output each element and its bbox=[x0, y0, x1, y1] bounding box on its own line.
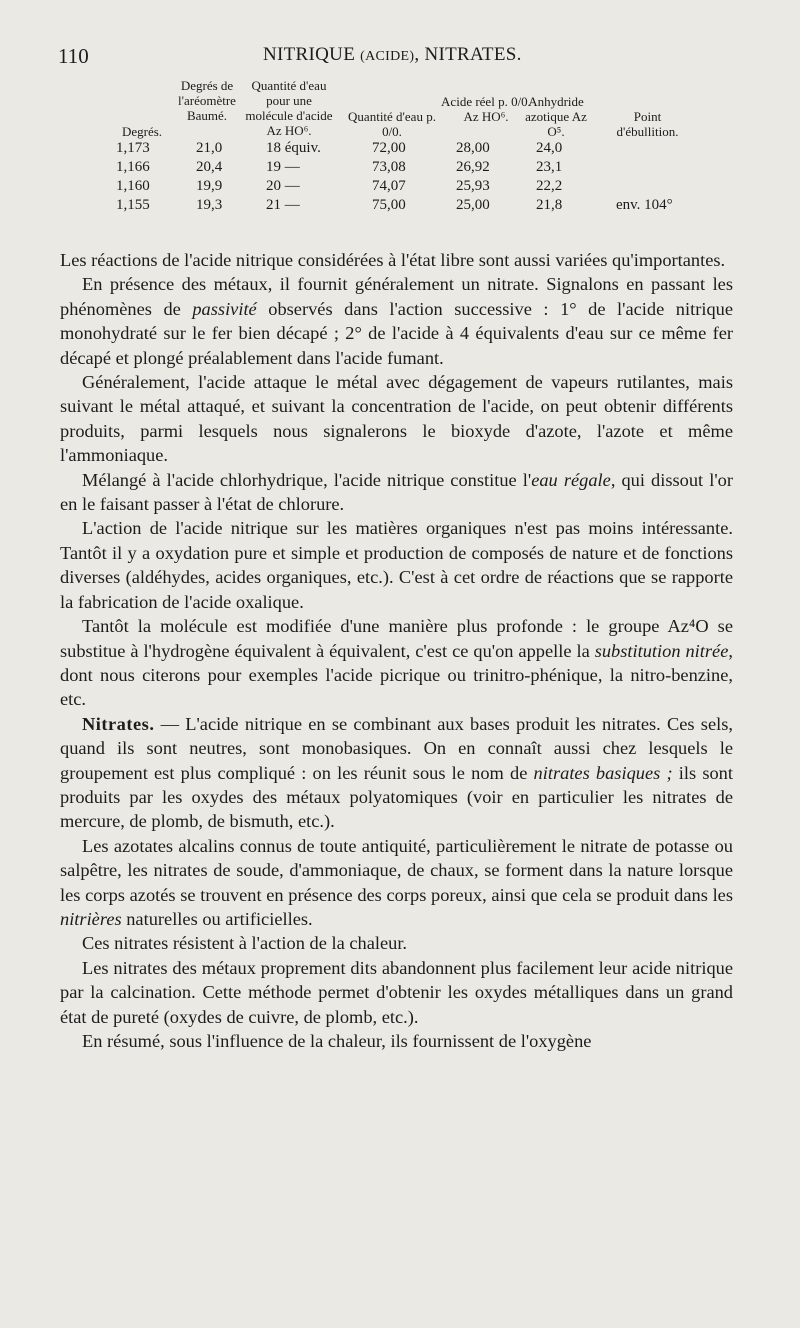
table-cell: 1,173 bbox=[116, 140, 150, 156]
table-cell: 20,4 bbox=[196, 159, 223, 175]
table-cell: 20 — bbox=[266, 178, 300, 194]
table-cell: 21 — bbox=[266, 197, 300, 213]
paragraph-text: naturelles ou artificielles. bbox=[121, 908, 313, 929]
paragraph-text: observés dans l'action successive : 1° de l'acide nitrique monohydraté sur le fer bien décapé ; 2° de l'acide à 4 équivalents d'eau sur ce même fer décapé et plongé préalablement dans l'acide fumant. bbox=[60, 298, 733, 368]
table-cell: 18 équiv. bbox=[266, 140, 321, 156]
table-cell: 22,2 bbox=[536, 178, 563, 194]
table-cell: 72,00 bbox=[372, 140, 406, 156]
table-cell: 75,00 bbox=[372, 197, 406, 213]
column-header: Anhydride azotique Az O⁵. bbox=[525, 94, 587, 139]
table-header bbox=[60, 78, 760, 140]
table-cell: 73,08 bbox=[372, 159, 406, 175]
table-cell: 25,93 bbox=[456, 178, 490, 194]
table-cell: 24,0 bbox=[536, 140, 563, 156]
column-header: Acide réel p. 0/0. Az HO⁶. bbox=[441, 94, 531, 124]
table-cell: 28,00 bbox=[456, 140, 490, 156]
italic-term: eau régale bbox=[531, 469, 611, 490]
table-row bbox=[60, 197, 760, 216]
paragraph bbox=[60, 468, 733, 517]
page-header bbox=[58, 44, 758, 72]
paragraph-text: ils sont produits par les oxydes des métaux polyatomiques (voir en particulier les nitrates de mercure, de plomb, de bismuth, etc.). bbox=[60, 762, 733, 832]
table-cell: 1,155 bbox=[116, 197, 150, 213]
running-title: NITRIQUE (ACIDE), NITRATES. bbox=[263, 44, 522, 65]
italic-term: nitrates basiques ; bbox=[533, 762, 673, 783]
italic-term: passivité bbox=[192, 298, 257, 319]
paragraph bbox=[60, 712, 733, 834]
density-table bbox=[60, 78, 760, 216]
table-cell: env. 104° bbox=[616, 197, 673, 213]
table-row bbox=[60, 159, 760, 178]
section-heading: Nitrates. bbox=[82, 713, 155, 734]
table-cell: 1,160 bbox=[116, 178, 150, 194]
column-header: Quantité d'eau p. 0/0. bbox=[348, 109, 436, 139]
paragraph-text: Les azotates alcalins connus de toute antiquité, particulièrement le nitrate de potasse ou salpêtre, les nitrates de soude, d'ammoniaque, de chaux, se forment dans la nature lorsque les corps azotés se trouvent en présence des corps poreux, ainsi que cela se produit dans les bbox=[60, 835, 733, 905]
table-cell: 26,92 bbox=[456, 159, 490, 175]
paragraph-text: Tantôt la molécule est modifiée d'une manière plus profonde : le groupe Az⁴O se substitue à l'hydrogène équivalent à équivalent, c'est ce qu'on appelle la bbox=[60, 616, 733, 661]
paragraph-text: En présence des métaux, il fournit généralement un nitrate. Signalons en passant les phénomènes de bbox=[60, 274, 733, 319]
table-cell: 19 — bbox=[266, 159, 300, 175]
table-body bbox=[60, 140, 760, 216]
paragraph bbox=[60, 614, 733, 712]
table-cell: 21,0 bbox=[196, 140, 223, 156]
column-header: Point d'ébullition. bbox=[616, 109, 679, 139]
table-row bbox=[60, 178, 760, 197]
paragraph-text: , qui dissout l'or en le faisant passer à l'état de chlorure. bbox=[60, 469, 733, 515]
table-cell: 1,166 bbox=[116, 159, 150, 175]
paragraph: Les nitrates des métaux proprement dits abandonnent plus facilement leur acide nitrique par la calcination. Cette méthode permet d'obtenir les oxydes métalliques dans un grand état de pureté (oxydes de cuivre, de plomb, etc.). bbox=[60, 957, 733, 1027]
paragraph: Ces nitrates résistent à l'action de la chaleur. bbox=[82, 933, 408, 954]
paragraph-text: — L'acide nitrique en se combinant aux bases produit les nitrates. Ces sels, quand ils sont neutres, sont monobasiques. On en connaît aussi chez lesquels le groupement est plus compliqué : on les réunit sous le nom de bbox=[60, 713, 733, 783]
paragraph bbox=[60, 834, 733, 932]
table-cell: 23,1 bbox=[536, 159, 563, 175]
paragraph-text: Mélangé à l'acide chlorhydrique, l'acide nitrique constitue l' bbox=[82, 469, 532, 490]
paragraph: En résumé, sous l'influence de la chaleur, ils fournissent de l'oxygène bbox=[82, 1031, 592, 1051]
table-cell: 74,07 bbox=[372, 178, 406, 194]
paragraph: Généralement, l'acide attaque le métal avec dégagement de vapeurs rutilantes, mais suivant le métal attaqué, et suivant la concentration de l'acide, on peut obtenir différents produits, parmi lesquels nous signalerons le bioxyde d'azote, l'azote et même l'ammoniaque. bbox=[60, 372, 733, 466]
column-header: Degrés. bbox=[121, 124, 163, 139]
table-cell: 25,00 bbox=[456, 197, 490, 213]
paragraph bbox=[60, 272, 733, 370]
paragraph-text: , dont nous citerons pour exemples l'acide picrique ou trinitro-phénique, la nitro-benzine, etc. bbox=[60, 640, 733, 710]
italic-term: nitrières bbox=[60, 908, 122, 929]
italic-term: substitution nitrée bbox=[594, 640, 729, 661]
page-number: 110 bbox=[58, 44, 89, 68]
table-row bbox=[60, 140, 760, 159]
table-cell: 19,9 bbox=[196, 178, 223, 194]
paragraph: L'action de l'acide nitrique sur les matières organiques n'est pas moins intéressante. Tantôt il y a oxydation pure et simple et production de composés de nature et de fonctions diverses (aldéhydes, acides organiques, etc.). C'est à cet ordre de réactions que se rapporte la fabrication de l'acide oxalique. bbox=[60, 518, 733, 612]
table-cell: 19,3 bbox=[196, 197, 223, 213]
column-header: Degrés de l'aréomètre Baumé. bbox=[178, 78, 236, 123]
body-text bbox=[60, 248, 733, 1053]
column-header: Quantité d'eau pour une molécule d'acide Az HO⁶. bbox=[245, 78, 333, 138]
table-cell: 21,8 bbox=[536, 197, 563, 213]
paragraph: Les réactions de l'acide nitrique considérées à l'état libre sont aussi variées qu'importantes. bbox=[60, 250, 726, 270]
